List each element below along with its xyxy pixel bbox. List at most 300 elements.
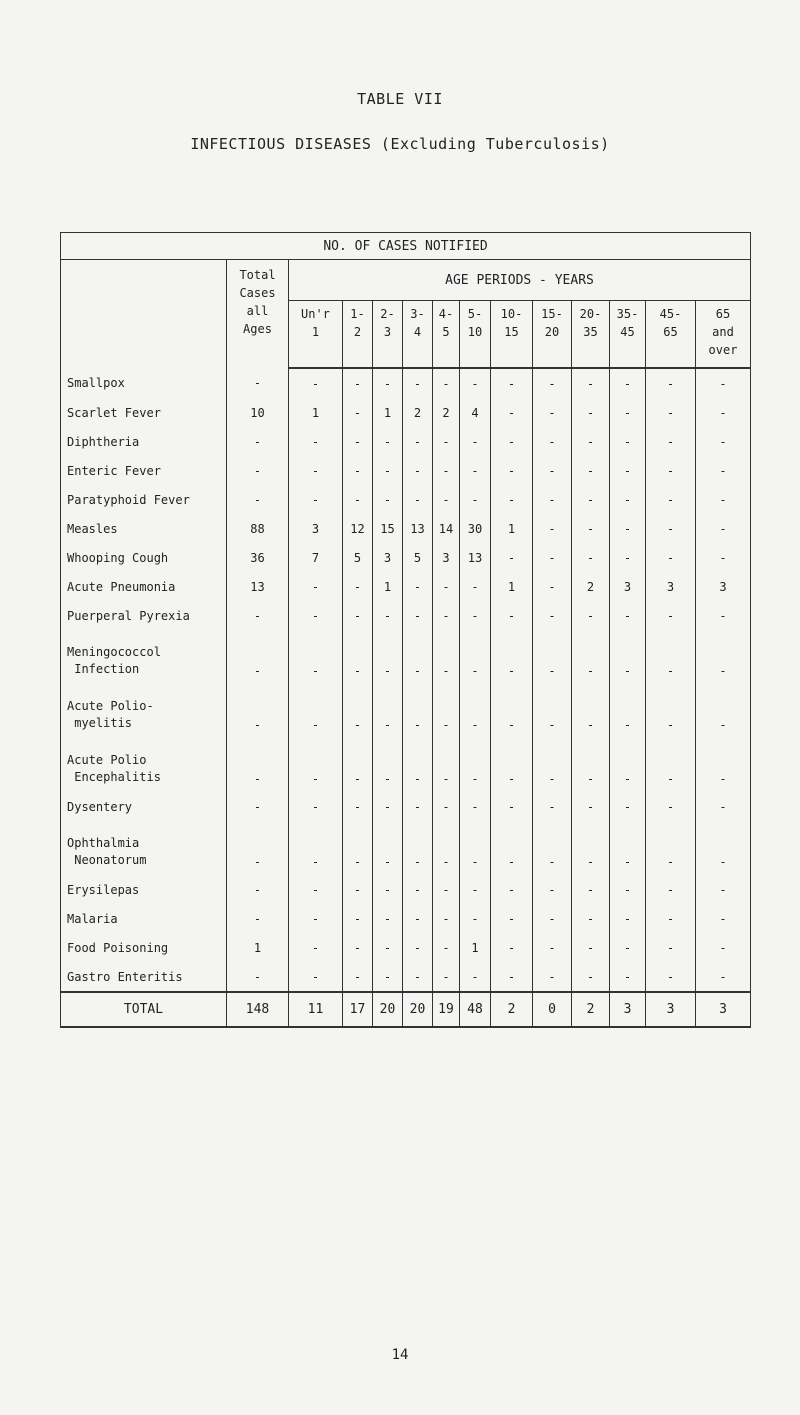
age-value-cell: - [373,456,403,485]
age-column-header: 1- 2 [343,301,373,369]
age-value-cell: - [373,684,403,738]
disease-label: Whooping Cough [61,543,227,572]
age-value-cell: - [572,792,610,821]
age-value-cell: - [289,875,343,904]
age-value-cell: - [572,821,610,875]
age-value-cell: - [373,904,403,933]
age-value-cell: - [460,368,491,398]
age-value-cell: - [460,485,491,514]
age-value-cell: - [610,933,646,962]
age-value-cell: 3 [433,543,460,572]
age-value-cell: - [289,456,343,485]
age-value-cell: - [646,875,696,904]
age-value-cell: - [533,875,572,904]
disease-label: Enteric Fever [61,456,227,485]
age-value-cell: 12 [343,514,373,543]
age-value-cell: - [343,875,373,904]
age-value-cell: - [491,738,533,792]
age-value-cell: - [433,738,460,792]
age-value-cell: - [610,875,646,904]
age-value-cell: 3 [646,992,696,1027]
age-value-cell: - [646,904,696,933]
disease-label: Scarlet Fever [61,398,227,427]
age-value-cell: 1 [491,514,533,543]
total-cases-cell: 148 [227,992,289,1027]
age-value-cell: - [646,543,696,572]
age-value-cell: - [433,368,460,398]
age-value-cell: - [289,792,343,821]
age-column-header: Un'r 1 [289,301,343,369]
age-value-cell: - [610,738,646,792]
age-value-cell: - [373,601,403,630]
age-value-cell: 5 [403,543,433,572]
age-value-cell: - [646,684,696,738]
age-value-cell: - [533,543,572,572]
table-row [61,792,751,821]
age-value-cell: 13 [460,543,491,572]
age-column-header: 3- 4 [403,301,433,369]
age-value-cell: - [696,821,751,875]
age-value-cell: - [403,875,433,904]
age-value-cell: - [403,792,433,821]
age-value-cell: 4 [460,398,491,427]
age-value-cell: - [610,821,646,875]
age-value-cell: - [343,962,373,992]
age-value-cell: - [572,543,610,572]
age-value-cell: - [696,875,751,904]
age-value-cell: 3 [610,992,646,1027]
age-column-header: 35- 45 [610,301,646,369]
age-value-cell: - [646,398,696,427]
age-value-cell: - [373,875,403,904]
total-cases-cell: 88 [227,514,289,543]
table-row [61,821,751,875]
age-value-cell: - [460,630,491,684]
table-row [61,543,751,572]
age-value-cell: - [433,962,460,992]
age-value-cell: - [433,601,460,630]
age-value-cell: - [460,572,491,601]
total-cases-cell: - [227,485,289,514]
age-value-cell: 3 [646,572,696,601]
age-value-cell: - [646,427,696,456]
age-value-cell: - [289,368,343,398]
age-value-cell: - [289,904,343,933]
age-value-cell: - [572,485,610,514]
age-value-cell: - [460,684,491,738]
age-value-cell: - [343,485,373,514]
age-value-cell: - [696,543,751,572]
age-value-cell: - [696,630,751,684]
age-value-cell: - [572,933,610,962]
table-row [61,738,751,792]
age-value-cell: 3 [289,514,343,543]
age-value-cell: - [373,368,403,398]
total-cases-cell: 1 [227,933,289,962]
age-value-cell: - [433,684,460,738]
age-value-cell: 20 [403,992,433,1027]
total-cases-cell: - [227,904,289,933]
age-value-cell: - [343,904,373,933]
disease-label: Dysentery [61,792,227,821]
age-value-cell: - [373,792,403,821]
age-column-header: 65 and over [696,301,751,369]
age-value-cell: - [696,738,751,792]
total-cases-cell: - [227,821,289,875]
age-value-cell: - [433,904,460,933]
age-value-cell: - [610,398,646,427]
age-value-cell: - [491,933,533,962]
total-cases-cell: - [227,630,289,684]
age-value-cell: - [403,427,433,456]
table-row [61,456,751,485]
age-value-cell: - [696,904,751,933]
age-value-cell: - [696,601,751,630]
age-value-cell: - [343,572,373,601]
table-row [61,962,751,992]
age-value-cell: 11 [289,992,343,1027]
age-value-cell: 15 [373,514,403,543]
age-value-cell: - [696,514,751,543]
age-value-cell: - [289,427,343,456]
table-row [61,601,751,630]
disease-label: Meningococcol Infection [61,630,227,684]
age-value-cell: - [433,630,460,684]
age-value-cell: - [403,601,433,630]
age-value-cell: - [646,456,696,485]
age-value-cell: - [403,456,433,485]
total-row [61,992,751,1027]
disease-label: Acute Pneumonia [61,572,227,601]
banner-header: NO. OF CASES NOTIFIED [61,233,751,260]
age-column-header: 45- 65 [646,301,696,369]
age-value-cell: - [572,398,610,427]
age-value-cell: - [696,368,751,398]
age-value-cell: - [373,821,403,875]
age-value-cell: 1 [460,933,491,962]
age-value-cell: - [572,684,610,738]
disease-label: TOTAL [61,992,227,1027]
age-value-cell: 1 [491,572,533,601]
age-value-cell: 14 [433,514,460,543]
age-value-cell: 20 [373,992,403,1027]
age-value-cell: - [610,962,646,992]
age-value-cell: - [403,738,433,792]
age-value-cell: - [373,630,403,684]
age-value-cell: - [572,456,610,485]
age-value-cell: - [289,630,343,684]
age-value-cell: - [646,485,696,514]
age-value-cell: - [646,514,696,543]
age-value-cell: 2 [491,992,533,1027]
age-value-cell: - [373,427,403,456]
age-value-cell: - [433,821,460,875]
age-value-cell: 3 [696,572,751,601]
age-value-cell: 2 [572,572,610,601]
age-value-cell: - [433,875,460,904]
age-value-cell: - [373,738,403,792]
age-value-cell: - [696,962,751,992]
disease-label: Erysilepas [61,875,227,904]
table-row [61,875,751,904]
age-value-cell: - [533,485,572,514]
age-value-cell: - [533,962,572,992]
age-value-cell: - [610,368,646,398]
age-value-cell: - [460,792,491,821]
age-value-cell: - [491,485,533,514]
age-value-cell: - [491,630,533,684]
age-value-cell: - [646,368,696,398]
disease-column-header [61,260,227,369]
age-value-cell: - [343,792,373,821]
age-value-cell: - [696,792,751,821]
disease-label: Diphtheria [61,427,227,456]
age-value-cell: - [491,904,533,933]
age-value-cell: - [572,904,610,933]
age-value-cell: 5 [343,543,373,572]
age-value-cell: - [696,684,751,738]
disease-label: Acute Polio Encephalitis [61,738,227,792]
age-periods-header: AGE PERIODS - YEARS [289,260,751,301]
age-value-cell: - [491,427,533,456]
disease-label: Smallpox [61,368,227,398]
age-value-cell: - [572,630,610,684]
age-value-cell: 3 [696,992,751,1027]
age-value-cell: 3 [373,543,403,572]
age-value-cell: - [491,684,533,738]
age-value-cell: - [572,427,610,456]
age-value-cell: - [343,630,373,684]
age-value-cell: - [289,485,343,514]
total-cases-cell: - [227,601,289,630]
age-value-cell: - [403,572,433,601]
age-value-cell: - [646,933,696,962]
age-value-cell: - [460,738,491,792]
total-cases-cell: 13 [227,572,289,601]
age-value-cell: - [343,684,373,738]
age-value-cell: - [572,368,610,398]
age-value-cell: - [696,398,751,427]
age-value-cell: - [610,904,646,933]
age-value-cell: 48 [460,992,491,1027]
age-value-cell: - [646,962,696,992]
age-value-cell: - [696,456,751,485]
total-cases-cell: - [227,427,289,456]
disease-label: Puerperal Pyrexia [61,601,227,630]
age-value-cell: 13 [403,514,433,543]
age-value-cell: - [289,601,343,630]
total-cases-cell: - [227,368,289,398]
disease-label: Gastro Enteritis [61,962,227,992]
total-cases-cell: - [227,792,289,821]
age-value-cell: - [343,398,373,427]
age-value-cell: - [610,456,646,485]
age-value-cell: - [460,456,491,485]
age-value-cell: - [289,933,343,962]
age-value-cell: 2 [572,992,610,1027]
table-row [61,398,751,427]
total-column-header: Total Cases all Ages [227,260,289,369]
age-value-cell: - [533,601,572,630]
table-row [61,933,751,962]
total-cases-cell: 10 [227,398,289,427]
age-value-cell: - [610,792,646,821]
age-value-cell: 30 [460,514,491,543]
age-value-cell: 2 [403,398,433,427]
age-value-cell: - [646,630,696,684]
age-value-cell: - [433,456,460,485]
age-value-cell: - [403,368,433,398]
infectious-diseases-table [60,232,751,1028]
age-value-cell: - [533,821,572,875]
age-value-cell: - [460,427,491,456]
age-value-cell: - [572,601,610,630]
age-value-cell: - [343,368,373,398]
age-value-cell: 0 [533,992,572,1027]
table-subtitle: INFECTIOUS DISEASES (Excluding Tuberculosis) [190,135,610,153]
table-row [61,572,751,601]
age-value-cell: - [491,875,533,904]
age-value-cell: - [533,456,572,485]
table-row [61,368,751,398]
page-number: 14 [391,1347,409,1363]
age-value-cell: - [460,821,491,875]
age-value-cell: - [646,601,696,630]
age-value-cell: 1 [289,398,343,427]
age-column-header: 20- 35 [572,301,610,369]
age-value-cell: - [696,933,751,962]
disease-label: Paratyphoid Fever [61,485,227,514]
age-value-cell: - [533,738,572,792]
age-value-cell: - [373,485,403,514]
age-value-cell: - [572,738,610,792]
age-value-cell: - [533,792,572,821]
total-cases-cell: - [227,738,289,792]
age-value-cell: 1 [373,572,403,601]
age-value-cell: - [460,601,491,630]
age-value-cell: - [343,601,373,630]
age-value-cell: - [403,821,433,875]
age-column-header: 2- 3 [373,301,403,369]
age-value-cell: - [343,933,373,962]
age-value-cell: - [533,933,572,962]
age-value-cell: - [343,427,373,456]
age-value-cell: - [491,601,533,630]
age-value-cell: - [433,933,460,962]
age-value-cell: - [610,684,646,738]
table-row [61,684,751,738]
age-value-cell: - [343,738,373,792]
table-row [61,485,751,514]
age-value-cell: 3 [610,572,646,601]
disease-label: Food Poisoning [61,933,227,962]
table-row [61,427,751,456]
age-value-cell: - [373,962,403,992]
age-column-header: 10- 15 [491,301,533,369]
disease-label: Measles [61,514,227,543]
total-cases-cell: - [227,456,289,485]
age-column-header: 4- 5 [433,301,460,369]
age-value-cell: - [491,456,533,485]
age-column-header: 5- 10 [460,301,491,369]
age-value-cell: - [289,738,343,792]
disease-label: Ophthalmia Neonatorum [61,821,227,875]
age-value-cell: - [433,485,460,514]
age-value-cell: - [491,398,533,427]
age-value-cell: - [610,514,646,543]
age-value-cell: - [289,821,343,875]
age-value-cell: - [610,427,646,456]
age-value-cell: - [460,962,491,992]
age-value-cell: - [533,514,572,543]
age-value-cell: - [403,684,433,738]
total-cases-cell: - [227,684,289,738]
age-value-cell: - [373,933,403,962]
age-value-cell: - [610,543,646,572]
age-value-cell: - [533,368,572,398]
age-value-cell: 2 [433,398,460,427]
age-value-cell: - [403,485,433,514]
age-value-cell: - [343,456,373,485]
age-value-cell: - [491,543,533,572]
age-value-cell: - [289,572,343,601]
age-value-cell: - [646,792,696,821]
table-row [61,514,751,543]
total-cases-cell: - [227,875,289,904]
age-value-cell: - [403,962,433,992]
age-value-cell: 7 [289,543,343,572]
age-value-cell: - [533,630,572,684]
age-value-cell: - [289,962,343,992]
age-value-cell: - [646,738,696,792]
age-value-cell: - [533,398,572,427]
age-value-cell: 17 [343,992,373,1027]
age-value-cell: - [533,427,572,456]
age-value-cell: - [533,684,572,738]
table-row [61,630,751,684]
age-value-cell: - [433,572,460,601]
age-value-cell: - [433,427,460,456]
age-value-cell: - [572,962,610,992]
age-value-cell: - [403,630,433,684]
age-value-cell: - [610,601,646,630]
age-value-cell: - [460,875,491,904]
table-row [61,904,751,933]
disease-label: Acute Polio- myelitis [61,684,227,738]
age-value-cell: - [572,875,610,904]
disease-label: Malaria [61,904,227,933]
age-value-cell: - [289,684,343,738]
age-value-cell: - [572,514,610,543]
age-value-cell: - [491,821,533,875]
age-column-header: 15- 20 [533,301,572,369]
table-number: TABLE VII [357,90,443,108]
age-value-cell: - [491,368,533,398]
age-value-cell: - [433,792,460,821]
age-value-cell: - [460,904,491,933]
age-value-cell: - [610,630,646,684]
age-value-cell: - [533,572,572,601]
age-value-cell: - [610,485,646,514]
age-value-cell: - [646,821,696,875]
age-value-cell: - [403,933,433,962]
total-cases-cell: 36 [227,543,289,572]
age-value-cell: 19 [433,992,460,1027]
age-value-cell: - [696,485,751,514]
age-value-cell: 1 [373,398,403,427]
age-value-cell: - [533,904,572,933]
age-value-cell: - [343,821,373,875]
